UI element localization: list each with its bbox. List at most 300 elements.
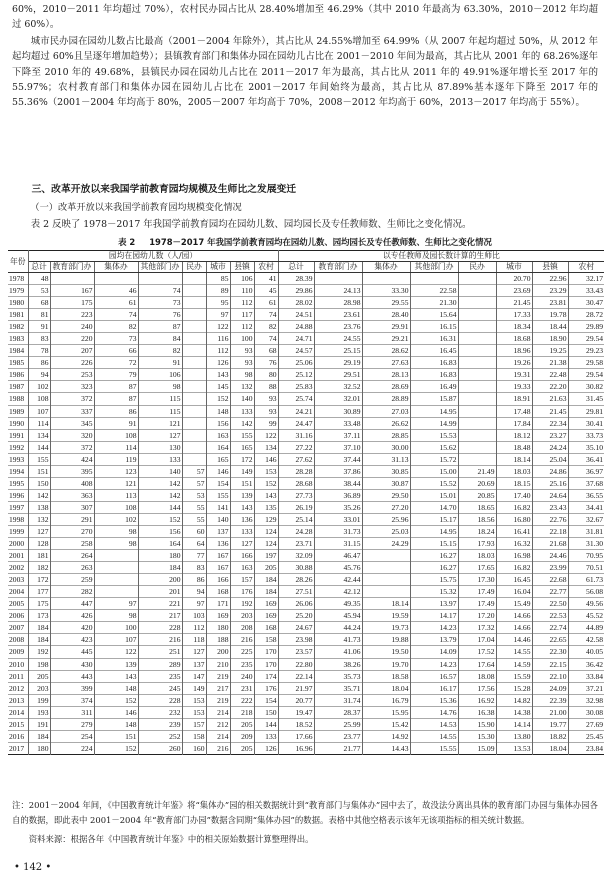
value-cell: 146 (206, 465, 230, 477)
value-cell (94, 562, 138, 574)
value-cell (182, 393, 206, 405)
value-cell: 79 (94, 369, 138, 381)
value-cell: 19.31 (496, 369, 532, 381)
value-cell: 14.43 (362, 742, 410, 754)
value-cell: 15.49 (496, 598, 532, 610)
col-header-ratio-total: 总计 (278, 262, 314, 273)
value-cell: 148 (94, 718, 138, 730)
value-cell: 180 (138, 550, 182, 562)
value-cell (410, 273, 458, 285)
value-cell: 33.30 (362, 285, 410, 297)
value-cell: 263 (50, 562, 94, 574)
value-cell: 98 (138, 381, 182, 393)
value-cell (458, 453, 496, 465)
value-cell: 91 (28, 321, 50, 333)
value-cell: 372 (50, 441, 94, 453)
table-intro-paragraph: 表 2 反映了 1978－2017 年我国学前教育园均在园幼儿数、园均园长及专任教师数、生师比之变化情况。 (30, 219, 472, 230)
table-row (8, 525, 604, 537)
col-header-urban: 城市 (206, 262, 230, 273)
value-cell: 21.45 (496, 297, 532, 309)
value-cell: 41.06 (314, 646, 362, 658)
value-cell: 91 (94, 417, 138, 429)
year-cell: 1985 (8, 357, 28, 369)
value-cell: 143 (206, 369, 230, 381)
value-cell: 70.51 (568, 562, 604, 574)
value-cell: 239 (138, 718, 182, 730)
value-cell (182, 429, 206, 441)
table-row (8, 646, 604, 658)
value-cell: 17.33 (496, 309, 532, 321)
value-cell: 279 (50, 718, 94, 730)
value-cell: 35.73 (314, 670, 362, 682)
value-cell: 140 (138, 465, 182, 477)
value-cell: 114 (94, 441, 138, 453)
value-cell: 16.82 (496, 562, 532, 574)
value-cell: 254 (50, 730, 94, 742)
col-header-rural: 农村 (254, 262, 278, 273)
value-cell: 28.69 (362, 381, 410, 393)
value-cell: 35.10 (568, 441, 604, 453)
value-cell: 251 (138, 646, 182, 658)
value-cell: 23.69 (496, 285, 532, 297)
value-cell: 16.17 (410, 682, 458, 694)
value-cell: 151 (230, 477, 254, 489)
value-cell: 16.38 (458, 706, 496, 718)
value-cell: 24.88 (278, 321, 314, 333)
value-cell: 32.98 (568, 694, 604, 706)
value-cell: 29.91 (362, 321, 410, 333)
value-cell: 18.82 (532, 730, 568, 742)
value-cell: 226 (50, 357, 94, 369)
value-cell (182, 369, 206, 381)
value-cell: 30.85 (362, 465, 410, 477)
year-cell: 2009 (8, 646, 28, 658)
col-header-county-town: 县镇 (230, 262, 254, 273)
value-cell: 252 (138, 730, 182, 742)
value-cell: 94 (28, 369, 50, 381)
value-cell: 23.57 (278, 646, 314, 658)
col-header-ratio-collective: 集体办 (362, 262, 410, 273)
value-cell: 100 (94, 622, 138, 634)
value-cell: 372 (50, 393, 94, 405)
table-row (8, 634, 604, 646)
value-cell: 23.77 (314, 730, 362, 742)
table-row (8, 574, 604, 586)
value-cell: 424 (50, 453, 94, 465)
value-cell: 134 (254, 441, 278, 453)
value-cell: 25.99 (314, 718, 362, 730)
value-cell: 22.48 (532, 369, 568, 381)
table-row (8, 309, 604, 321)
value-cell: 55 (182, 501, 206, 513)
table-row (8, 742, 604, 754)
value-cell: 106 (138, 369, 182, 381)
value-cell: 70.95 (568, 550, 604, 562)
col-header-private: 民办 (182, 262, 206, 273)
value-cell: 16.98 (496, 550, 532, 562)
value-cell: 205 (230, 718, 254, 730)
year-cell: 2004 (8, 586, 28, 598)
value-cell: 146 (254, 453, 278, 465)
value-cell: 24.51 (278, 309, 314, 321)
value-cell: 181 (28, 550, 50, 562)
value-cell: 16.31 (410, 333, 458, 345)
value-cell: 14.23 (410, 622, 458, 634)
table-container (8, 250, 604, 755)
value-cell: 200 (138, 574, 182, 586)
value-cell: 56.08 (568, 586, 604, 598)
value-cell: 15.75 (410, 574, 458, 586)
year-cell: 1996 (8, 489, 28, 501)
value-cell: 29.55 (362, 297, 410, 309)
year-cell: 1989 (8, 405, 28, 417)
value-cell: 15.00 (410, 465, 458, 477)
value-cell: 24.28 (278, 525, 314, 537)
value-cell: 28.37 (314, 706, 362, 718)
value-cell: 98 (94, 610, 138, 622)
value-cell: 201 (138, 586, 182, 598)
value-cell: 170 (254, 646, 278, 658)
value-cell (94, 586, 138, 598)
value-cell: 35.26 (314, 501, 362, 513)
value-cell: 16.45 (496, 574, 532, 586)
value-cell: 16.83 (410, 369, 458, 381)
value-cell: 32.09 (278, 550, 314, 562)
value-cell: 45.94 (314, 610, 362, 622)
value-cell: 216 (230, 634, 254, 646)
value-cell: 151 (94, 730, 138, 742)
year-cell: 2006 (8, 610, 28, 622)
value-cell: 16.32 (496, 538, 532, 550)
value-cell: 19.25 (532, 345, 568, 357)
value-cell: 117 (230, 309, 254, 321)
value-cell: 97 (206, 309, 230, 321)
value-cell (182, 417, 206, 429)
value-cell: 22.15 (532, 658, 568, 670)
value-cell: 163 (206, 429, 230, 441)
value-cell: 108 (94, 501, 138, 513)
value-cell: 18.68 (496, 333, 532, 345)
value-cell: 14.66 (496, 622, 532, 634)
value-cell: 15.32 (410, 586, 458, 598)
value-cell: 133 (138, 453, 182, 465)
value-cell (182, 273, 206, 285)
value-cell: 27.20 (362, 501, 410, 513)
table-row (8, 706, 604, 718)
value-cell: 17.49 (458, 586, 496, 598)
value-cell: 13.97 (410, 598, 458, 610)
value-cell: 164 (206, 441, 230, 453)
value-cell: 24.47 (278, 417, 314, 429)
value-cell: 73 (94, 333, 138, 345)
value-cell: 33.48 (314, 417, 362, 429)
value-cell: 93 (254, 405, 278, 417)
value-cell: 41 (254, 273, 278, 285)
value-cell (458, 309, 496, 321)
year-cell: 1994 (8, 465, 28, 477)
value-cell: 30.87 (362, 477, 410, 489)
value-cell: 21.49 (458, 465, 496, 477)
value-cell: 148 (206, 405, 230, 417)
value-cell: 126 (254, 742, 278, 754)
value-cell: 130 (138, 441, 182, 453)
value-cell: 156 (206, 417, 230, 429)
value-cell: 153 (182, 694, 206, 706)
value-cell: 139 (94, 658, 138, 670)
value-cell: 68 (254, 345, 278, 357)
year-cell: 1978 (8, 273, 28, 285)
value-cell: 154 (254, 694, 278, 706)
value-cell: 31.15 (314, 538, 362, 550)
page-number: • 142 • (14, 862, 52, 873)
value-cell: 174 (254, 670, 278, 682)
value-cell: 139 (230, 489, 254, 501)
value-cell: 19.70 (362, 658, 410, 670)
value-cell (182, 345, 206, 357)
value-cell: 123 (94, 465, 138, 477)
value-cell (314, 273, 362, 285)
value-cell: 20.77 (278, 694, 314, 706)
value-cell (182, 321, 206, 333)
value-cell: 140 (206, 513, 230, 525)
value-cell: 27.03 (362, 405, 410, 417)
value-cell: 212 (206, 718, 230, 730)
value-cell: 165 (230, 441, 254, 453)
value-cell: 24.13 (314, 285, 362, 297)
value-cell: 93 (230, 345, 254, 357)
value-cell: 107 (94, 634, 138, 646)
value-cell: 16.49 (410, 381, 458, 393)
value-cell: 164 (138, 538, 182, 550)
value-cell: 29.23 (568, 345, 604, 357)
value-cell: 119 (94, 453, 138, 465)
value-cell: 231 (230, 682, 254, 694)
col-header-ratio-education-dept: 教育部门办 (314, 262, 362, 273)
value-cell: 112 (182, 622, 206, 634)
value-cell: 152 (94, 742, 138, 754)
year-cell: 1979 (8, 285, 28, 297)
value-cell: 21.68 (532, 538, 568, 550)
value-cell (182, 405, 206, 417)
value-cell: 20.85 (458, 489, 496, 501)
value-cell: 30.00 (362, 441, 410, 453)
value-cell: 172 (28, 574, 50, 586)
year-cell: 1997 (8, 501, 28, 513)
value-cell: 15.90 (458, 718, 496, 730)
value-cell: 133 (230, 525, 254, 537)
value-cell: 17.32 (458, 622, 496, 634)
value-cell: 30.82 (568, 381, 604, 393)
value-cell: 22.10 (532, 670, 568, 682)
value-cell (362, 550, 410, 562)
value-cell: 14.55 (496, 646, 532, 658)
value-cell: 89 (206, 285, 230, 297)
value-cell: 374 (50, 694, 94, 706)
value-cell: 29.54 (568, 333, 604, 345)
value-cell: 74 (138, 285, 182, 297)
value-cell: 199 (28, 694, 50, 706)
year-cell: 2016 (8, 730, 28, 742)
value-cell: 143 (254, 489, 278, 501)
table-title: 1978－2017 年我国学前教育园均在园幼儿数、园均园长及专任教师数、生师比之变化情况 (149, 237, 492, 247)
value-cell: 28.39 (278, 273, 314, 285)
value-cell: 30.08 (568, 706, 604, 718)
value-cell: 28.02 (278, 297, 314, 309)
value-cell: 22.30 (532, 646, 568, 658)
value-cell: 143 (230, 501, 254, 513)
value-cell: 21.77 (314, 742, 362, 754)
value-cell: 44.89 (568, 622, 604, 634)
section-heading: 三、改革开放以来我国学前教育园均规模及生师比之发展变迁 (31, 184, 297, 195)
value-cell (458, 273, 496, 285)
value-cell: 31.73 (314, 525, 362, 537)
value-cell: 98 (94, 525, 138, 537)
table-row (8, 682, 604, 694)
value-cell: 23.98 (278, 634, 314, 646)
value-cell: 157 (182, 718, 206, 730)
value-cell: 22.53 (532, 610, 568, 622)
value-cell (458, 441, 496, 453)
value-cell: 17.20 (458, 610, 496, 622)
value-cell (458, 345, 496, 357)
value-cell: 19.88 (362, 634, 410, 646)
value-cell: 112 (206, 345, 230, 357)
group-header-kindergarten-size: 园均在园幼儿数（人/园） (28, 251, 278, 262)
value-cell: 13.79 (410, 634, 458, 646)
value-cell: 26.62 (362, 417, 410, 429)
table-row (8, 622, 604, 634)
value-cell: 28.40 (362, 309, 410, 321)
value-cell: 18.56 (458, 513, 496, 525)
value-cell: 15.64 (410, 309, 458, 321)
value-cell: 14.70 (410, 501, 458, 513)
table-row (8, 550, 604, 562)
value-cell: 18.24 (458, 525, 496, 537)
col-header-ratio-rural: 农村 (568, 262, 604, 273)
value-cell: 447 (50, 598, 94, 610)
table-number: 表 2 (118, 237, 136, 247)
value-cell: 180 (28, 742, 50, 754)
value-cell (182, 285, 206, 297)
value-cell: 15.17 (410, 513, 458, 525)
value-cell: 408 (50, 477, 94, 489)
value-cell: 57 (182, 477, 206, 489)
value-cell: 85 (206, 273, 230, 285)
value-cell: 18.04 (362, 682, 410, 694)
value-cell: 38.26 (314, 658, 362, 670)
value-cell: 45.52 (568, 610, 604, 622)
value-cell: 24.55 (314, 333, 362, 345)
value-cell: 14.17 (410, 610, 458, 622)
value-cell: 137 (206, 525, 230, 537)
value-cell: 136 (230, 513, 254, 525)
value-cell: 34.41 (568, 501, 604, 513)
value-cell: 60 (182, 525, 206, 537)
value-cell: 32.52 (314, 381, 362, 393)
value-cell: 115 (138, 393, 182, 405)
value-cell: 142 (138, 477, 182, 489)
value-cell: 97 (182, 598, 206, 610)
value-cell (182, 357, 206, 369)
value-cell: 24.57 (278, 345, 314, 357)
value-cell: 25.83 (278, 381, 314, 393)
value-cell: 16.83 (410, 357, 458, 369)
value-cell: 167 (206, 562, 230, 574)
value-cell: 16.96 (278, 742, 314, 754)
value-cell: 29.81 (568, 405, 604, 417)
value-cell: 193 (28, 706, 50, 718)
value-cell: 25.12 (278, 369, 314, 381)
year-cell: 1980 (8, 297, 28, 309)
value-cell: 25.16 (532, 477, 568, 489)
value-cell: 28.68 (278, 477, 314, 489)
value-cell: 21.38 (532, 357, 568, 369)
value-cell: 15.28 (496, 682, 532, 694)
value-cell: 107 (28, 405, 50, 417)
value-cell: 153 (182, 706, 206, 718)
value-cell: 19.33 (496, 381, 532, 393)
value-cell: 16.80 (496, 513, 532, 525)
value-cell: 37.44 (314, 453, 362, 465)
value-cell: 205 (254, 562, 278, 574)
value-cell: 73 (138, 297, 182, 309)
year-cell: 1983 (8, 333, 28, 345)
value-cell: 121 (138, 417, 182, 429)
value-cell: 184 (138, 562, 182, 574)
value-cell: 17.66 (278, 730, 314, 742)
value-cell: 184 (254, 586, 278, 598)
value-cell: 18.48 (496, 441, 532, 453)
year-cell: 2013 (8, 694, 28, 706)
value-cell: 16.92 (458, 694, 496, 706)
value-cell: 82 (94, 321, 138, 333)
value-cell (94, 574, 138, 586)
value-cell: 171 (206, 598, 230, 610)
value-cell: 15.36 (410, 694, 458, 706)
value-cell: 98 (94, 538, 138, 550)
table-row (8, 429, 604, 441)
value-cell: 175 (28, 598, 50, 610)
value-cell: 26.19 (278, 501, 314, 513)
value-cell: 132 (28, 513, 50, 525)
value-cell (458, 285, 496, 297)
value-cell: 18.44 (532, 321, 568, 333)
value-cell: 81 (28, 309, 50, 321)
value-cell: 36.42 (568, 658, 604, 670)
table-row (8, 562, 604, 574)
value-cell: 20.70 (496, 273, 532, 285)
value-cell: 208 (230, 622, 254, 634)
value-cell: 217 (138, 610, 182, 622)
value-cell: 18.96 (496, 345, 532, 357)
value-cell: 232 (138, 706, 182, 718)
year-cell: 2000 (8, 538, 28, 550)
value-cell: 28.72 (568, 309, 604, 321)
value-cell: 426 (50, 610, 94, 622)
table-row (8, 393, 604, 405)
value-cell: 169 (254, 598, 278, 610)
value-cell: 25.45 (568, 730, 604, 742)
value-cell: 16.04 (496, 586, 532, 598)
value-cell: 24.64 (532, 489, 568, 501)
value-cell: 33.84 (568, 670, 604, 682)
value-cell (458, 393, 496, 405)
value-cell: 122 (94, 646, 138, 658)
value-cell: 95 (206, 297, 230, 309)
value-cell: 127 (138, 429, 182, 441)
value-cell: 18.65 (458, 501, 496, 513)
value-cell: 209 (230, 730, 254, 742)
